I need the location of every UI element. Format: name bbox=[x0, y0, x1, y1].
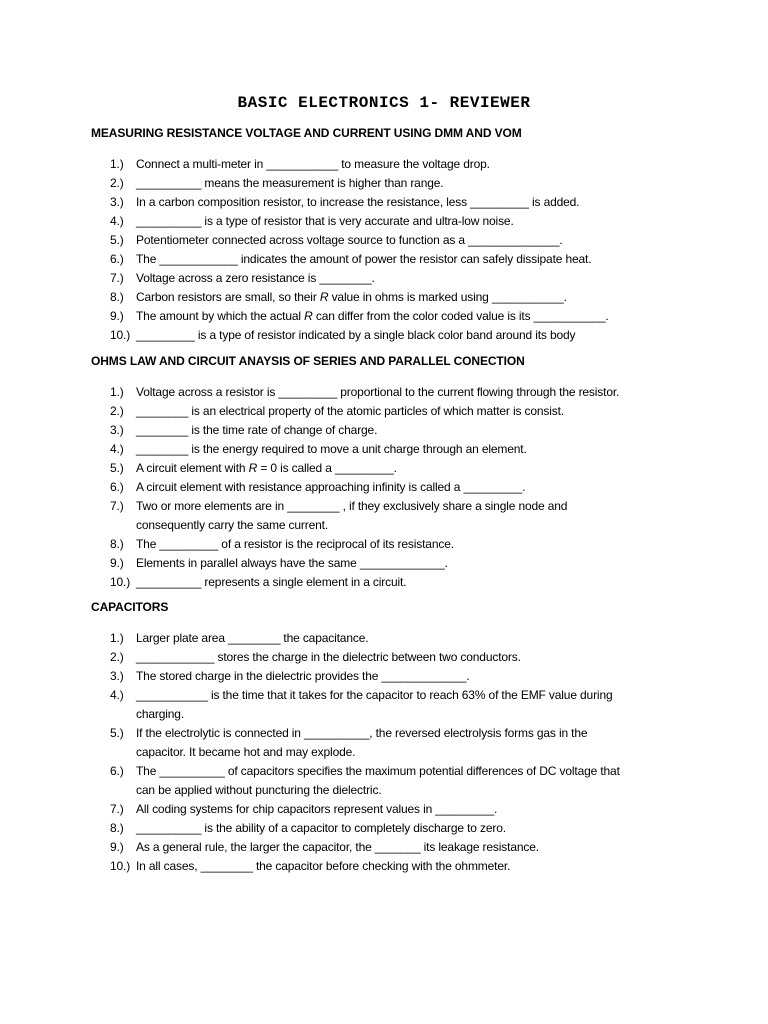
item-text: If the electrolytic is connected in __________, the reversed electrolysis forms gas in the bbox=[136, 726, 588, 740]
section-heading-ohms-law: OHMS LAW AND CIRCUIT ANAYSIS OF SERIES AND PARALLEL CONECTION bbox=[91, 354, 525, 368]
item-number: 1.) bbox=[110, 631, 124, 645]
item-text: _________ is a type of resistor indicated by a single black color band around its body bbox=[136, 328, 576, 342]
item-number: 2.) bbox=[110, 176, 124, 190]
item-number: 9.) bbox=[110, 556, 124, 570]
item-number: 10.) bbox=[110, 859, 131, 873]
item-text: The __________ of capacitors specifies the maximum potential differences of DC voltage that bbox=[136, 764, 620, 778]
item-number: 8.) bbox=[110, 537, 124, 551]
item-number: 2.) bbox=[110, 404, 124, 418]
section-heading-measuring: MEASURING RESISTANCE VOLTAGE AND CURRENT USING DMM AND VOM bbox=[91, 126, 522, 140]
item-text: As a general rule, the larger the capacitor, the _______ its leakage resistance. bbox=[136, 840, 539, 854]
item-text: Connect a multi-meter in ___________ to measure the voltage drop. bbox=[136, 157, 490, 171]
item-text: In a carbon composition resistor, to increase the resistance, less _________ is added. bbox=[136, 195, 580, 209]
item-number: 8.) bbox=[110, 290, 124, 304]
item-number: 3.) bbox=[110, 423, 124, 437]
item-text: In all cases, ________ the capacitor before checking with the ohmmeter. bbox=[136, 859, 511, 873]
item-text: All coding systems for chip capacitors represent values in _________. bbox=[136, 802, 498, 816]
item-text: consequently carry the same current. bbox=[136, 518, 329, 532]
item-text: Elements in parallel always have the same _____________. bbox=[136, 556, 448, 570]
item-text: ____________ stores the charge in the dielectric between two conductors. bbox=[136, 650, 521, 664]
item-text: ________ is an electrical property of the atomic particles of which matter is consist. bbox=[136, 404, 564, 418]
item-number: 5.) bbox=[110, 233, 124, 247]
item-text: charging. bbox=[136, 707, 185, 721]
item-number: 7.) bbox=[110, 271, 124, 285]
item-text: can be applied without puncturing the dielectric. bbox=[136, 783, 382, 797]
item-text: Carbon resistors are small, so their R value in ohms is marked using ___________. bbox=[136, 290, 567, 304]
item-number: 2.) bbox=[110, 650, 124, 664]
item-text: A circuit element with R = 0 is called a _________. bbox=[136, 461, 397, 475]
item-number: 7.) bbox=[110, 499, 124, 513]
item-number: 7.) bbox=[110, 802, 124, 816]
item-number: 4.) bbox=[110, 214, 124, 228]
item-text: ___________ is the time that it takes for the capacitor to reach 63% of the EMF value during bbox=[136, 688, 613, 702]
item-number: 3.) bbox=[110, 669, 124, 683]
item-number: 8.) bbox=[110, 821, 124, 835]
item-number: 10.) bbox=[110, 575, 131, 589]
item-number: 5.) bbox=[110, 726, 124, 740]
item-number: 9.) bbox=[110, 840, 124, 854]
item-number: 5.) bbox=[110, 461, 124, 475]
item-text: Voltage across a resistor is _________ proportional to the current flowing through the resistor. bbox=[136, 385, 620, 399]
item-number: 4.) bbox=[110, 688, 124, 702]
item-number: 10.) bbox=[110, 328, 131, 342]
item-number: 3.) bbox=[110, 195, 124, 209]
item-text: ________ is the time rate of change of charge. bbox=[136, 423, 378, 437]
item-text: The amount by which the actual R can differ from the color coded value is its ___________. bbox=[136, 309, 609, 323]
item-text: __________ means the measurement is higher than range. bbox=[136, 176, 444, 190]
page-title: BASIC ELECTRONICS 1- REVIEWER bbox=[237, 94, 531, 112]
item-text: A circuit element with resistance approaching infinity is called a _________. bbox=[136, 480, 526, 494]
item-text: The stored charge in the dielectric provides the _____________. bbox=[136, 669, 470, 683]
item-text: The _________ of a resistor is the reciprocal of its resistance. bbox=[136, 537, 454, 551]
item-text: Larger plate area ________ the capacitance. bbox=[136, 631, 369, 645]
item-text: capacitor. It became hot and may explode. bbox=[136, 745, 356, 759]
item-text: Two or more elements are in ________ , if they exclusively share a single node and bbox=[136, 499, 568, 513]
item-number: 6.) bbox=[110, 252, 124, 266]
item-number: 4.) bbox=[110, 442, 124, 456]
item-number: 1.) bbox=[110, 385, 124, 399]
item-text: ________ is the energy required to move a unit charge through an element. bbox=[136, 442, 527, 456]
item-text: __________ represents a single element in a circuit. bbox=[136, 575, 407, 589]
item-text: Voltage across a zero resistance is ________. bbox=[136, 271, 375, 285]
item-text: The ____________ indicates the amount of power the resistor can safely dissipate heat. bbox=[136, 252, 592, 266]
item-text: __________ is the ability of a capacitor to completely discharge to zero. bbox=[136, 821, 506, 835]
item-number: 6.) bbox=[110, 764, 124, 778]
item-number: 9.) bbox=[110, 309, 124, 323]
item-text: Potentiometer connected across voltage source to function as a ______________. bbox=[136, 233, 563, 247]
item-number: 6.) bbox=[110, 480, 124, 494]
item-text: __________ is a type of resistor that is very accurate and ultra-low noise. bbox=[136, 214, 514, 228]
section-heading-capacitors: CAPACITORS bbox=[91, 600, 169, 614]
item-number: 1.) bbox=[110, 157, 124, 171]
